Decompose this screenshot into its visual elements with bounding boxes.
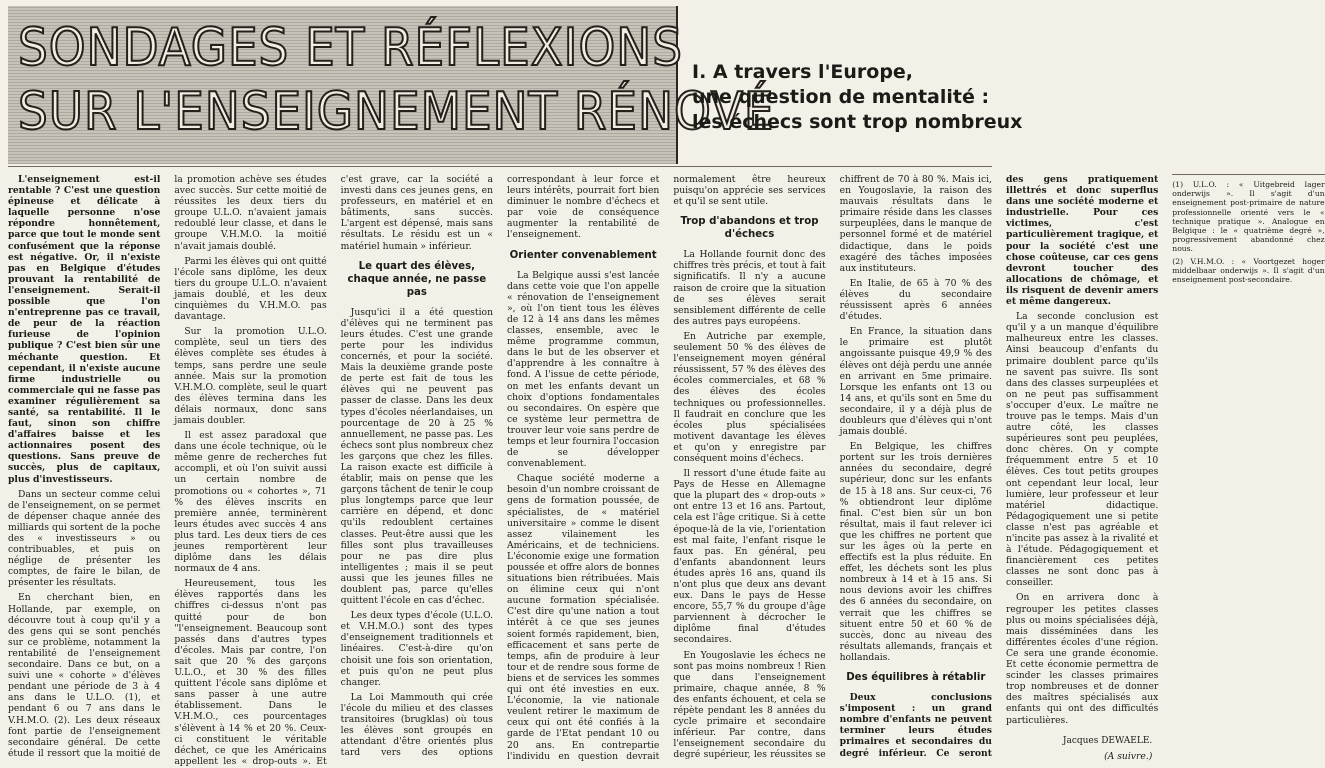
paragraph: En Autriche par exemple, seulement 50 % des élèves de l'enseignement moyen général réussissent, 57 % des élèves des écoles commerciales, et 68 % des élèves des écoles techniques ou professionnelles. Il faudrait en conclure que les écoles plus spécialisées motivent davantage les élèves et qu'on y enregistre par conséquent moins d'échecs. (673, 330, 826, 464)
paragraph: Dans un secteur comme celui de l'enseignement, on se permet de dépenser chaque année des milliards qui sortent de la poche des « investisseurs » ou contribuables, et puis on néglige de présenter les comptes, de faire le bilan, de présenter les résultats. (8, 488, 161, 589)
paragraph: En France, la situation dans le primaire est plutôt angoissante puisque 49,9 % des élèves ont déjà perdu une année en arrivant en 5me primaire. Lorsque les enfants ont 13 ou 14 ans, et qu'ils sont en 5me du secondaire, il y a déjà plus de doubleurs que d'élèves qui n'ont jamais doublé. (839, 326, 992, 438)
subheadline-line-3: les échecs sont trop nombreux (692, 111, 1023, 133)
paragraph: La Belgique aussi s'est lancée dans cette voie que l'on appelle « rénovation de l'enseignement », où l'on tient tous les élèves de 12 à 14 ans dans les mêmes classes, ensemble, avec le même programme commun, dans le but de les observer et d'apprendre à les connaître à fond. A l'issue de cette période, on met les enfants devant un choix d'options fondamentales ou secondaires. On espère que ce système leur permettra de trouver leur voie sans perdre de temps et leur fournira l'occasion de se développer convenablement. (506, 269, 660, 470)
section-heading: Des équilibres à rétablir (846, 672, 986, 684)
paragraph: La seconde conclusion est qu'il y a un manque d'équilibre malheureux entre les classes. Ainsi beaucoup d'enfants du primaire doublent parce qu'ils ne savent pas suivre. Ils sont dans des classes surpeuplées et on ne peut pas suffisamment s'occuper d'eux. Le maître ne trouve pas le temps. Mais d'un autre côté, les classes supérieures sont peu peuplées, donc chères. On y compte fréquemment entre 5 et 10 élèves. Ces tout petits groupes ont cependant leur local, leur lumière, leur professeur et leur matériel didactique. Pédagogiquement une si petite classe n'est pas agréable et n'incite pas assez à la rivalité et à l'étude. Pédagogiquement et financièrement ces petites classes ne sont donc pas à conseiller. (1005, 311, 1159, 589)
intro-paragraph: L'enseignement est-il rentable ? C'est une question épineuse et délicate à laquelle personne n'ose répondre honnêtement, parce que tout le monde sent confusément que la réponse est négative. Or, il n'existe pas en Belgique d'études prouvant la rentabilité de l'enseignement. Serait-il possible que l'on n'entreprenne pas ce travail, de peur de la réaction furieuse de l'opinion publique ? C'est bien sûr une méchante question. Et cependant, il n'existe aucune firme industrielle ou commerciale qui ne fasse pas examiner régulièrement sa santé, sa rentabilité. Il le faut, sinon son chiffre d'affaires baisse et les actionnaires posent des questions. Sans preuve de succès, plus de capitaux, plus d'investisseurs. (8, 174, 161, 485)
paragraph: Chaque société moderne a besoin d'un nombre croissant de gens de formation poussée, de spécialistes, de « matériel universitaire » comme le disent assez vilainement les Américains, et de techniciens. L'économie exige une formation poussée et offre alors de bonnes situations bien rétribuées. Mais on élimine ceux qui n'ont aucune formation spécialisée. C'est dire qu'une nation a tout intérêt à ce que ses jeunes soient formés rapidement, bien, efficacement et sans perte de temps, afin de produire à leur tour et de rendre sous forme de biens et de services les sommes qui ont été investies en eux. L'économie, la vie nationale veulent retirer le maximum de ceux qui ont été confiés à la garde de l'Etat pendant 10 ou 20 ans. En contrepartie l'individu en question devrait normalement être heureux puisqu'on apprécie ses services et qu'il se sent utile. (506, 174, 826, 762)
paragraph: En Yougoslavie les échecs ne sont pas moins nombreux ! Rien que dans l'enseignement primaire, chaque année, 8 % des enfants échouent, et cela se répète pendant les 8 années du cycle primaire et secondaire inférieur. Par contre, dans l'enseignement secondaire du degré supérieur, les réussites se chiffrent de 70 à 80 %. Mais ici, en Yougoslavie, la raison des mauvais résultats dans le primaire réside dans les classes surpeuplées, dans le manque de personnel formé et de matériel didactique, dans le poids exagéré des tâches imposées aux instituteurs. (673, 174, 992, 761)
headline-line-2: SUR L'ENSEIGNEMENT RÉNOVÉ (18, 82, 775, 142)
footnote: (2) V.H.M.O. : « Voortgezet hoger middelbaar onderwijs ». Il s'agit d'un enseignement post-secondaire. (1172, 256, 1325, 285)
paragraph: En Belgique, les chiffres portent sur les trois dernières années du secondaire, degré supérieur, donc sur les enfants de 15 à 18 ans. Sur ceux-ci, 76 % obtiendront leur diplôme final. C'est bien sûr un bon résultat, mais il faut relever ici que les chiffres ne portent que sur les âges où la perte en effectifs est la plus réduite. En effet, les déchets sont les plus nombreux à 14 et à 15 ans. Si nous devions avoir les chiffres des 6 années du secondaire, on verrait que les chiffres se situent entre 50 et 60 % de succès, donc au niveau des résultats allemands, français et hollandais. (839, 441, 992, 663)
to-follow-note: (A suivre.) (1104, 750, 1153, 762)
paragraph: Parmi les élèves qui ont quitté l'école sans diplôme, les deux tiers du groupe U.L.O. n'avaient jamais doublé, et les deux cinquièmes du V.H.M.O. pas davantage. (174, 255, 327, 323)
article-body (8, 174, 1325, 768)
paragraph: Deux conclusions s'imposent : un grand nombre d'enfants ne peuvent terminer leurs études primaires et secondaires du degré inférieur. Ce seront des gens pratiquement illettrés et donc superflus dans une société moderne et industrielle. Pour ces victimes, c'est particulièrement tragique, et pour la société c'est une chose coûteuse, car ces gens devront toucher des allocations de chômage, et ils risquent de devenir amers et même dangereux. (839, 174, 1159, 759)
paragraph: La Hollande fournit donc des chiffres très précis, et tout à fait significatifs. Il n'y a aucune raison de croire que la situation de ses élèves serait sensiblement différente de celle des autres pays européens. (673, 249, 826, 327)
paragraph: La Loi Mammouth qui crée l'école du milieu et des classes transitoires (brugklas) où tous les élèves sont groupés en attendant d'être orientés plus tard vers des options correspondant à leur force et leurs intérêts, pourrait fort bien diminuer le nombre d'échecs et par voie de conséquence augmenter la rentabilité de l'enseignement. (340, 174, 660, 759)
subheadline-line-1: I. A travers l'Europe, (692, 61, 914, 83)
footnote: (1) U.L.O. : « Uitgebreid lager onderwijs ». Il s'agit d'un enseignement post-primaire de nature professionnelle orienté vers le « technique pratique ». Analogue en Belgique : le « quatrième degré », progressivement abandonné chez nous. (1172, 180, 1325, 254)
paragraph: En Italie, de 65 à 70 % des élèves du secondaire réussissent après 6 années d'études. (839, 277, 992, 323)
section-heading: Orienter convenablement (509, 249, 657, 261)
paragraph: Il ressort d'une étude faite au Pays de Hesse en Allemagne que la plupart des « drop-outs » ont entre 13 et 16 ans. Partout, cela est l'âge critique. Si à cette époque-là de la vie, l'orientation est mal faite, l'enfant risque le faux pas. En général, peu d'enfants abandonnent leurs études après 16 ans, quand ils n'ont plus que deux ans devant eux. Dans le pays de Hesse encore, 55,7 % du groupe d'âge parviennent à décrocher le diplôme final d'études secondaires. (673, 468, 826, 646)
footnote-rule (1172, 174, 1324, 175)
paragraph: Heureusement, tous les élèves rapportés dans les chiffres ci-dessus n'ont pas quitté pour de bon "l'enseignement. Beaucoup sont passés dans d'autres types d'écoles. Mais par contre, l'on sait que 20 % des garçons U.L.O., et 30 % des filles quittent l'école sans diplôme et sans passer à une autre établissement. Dans le V.H.M.O., ces pourcentages s'élèvent à 14 % et 20 %. Ceux-ci constituent le véritable déchet, ce que les Américains appellent les « drop-outs ». Et c'est grave, car la société a investi dans ces jeunes gens, en professeurs, en matériel et en bâtiments, sans succès. L'argent est dépensé, mais sans résultats. Le résidu est un « matériel humain » inférieur. (174, 174, 493, 767)
paragraph: En cherchant bien, en Hollande, par exemple, on découvre tout à coup qu'il y a des gens qui se sont penchés sur ce problème, notamment la rentabilité de l'enseignement secondaire. Dans ce but, on a suivi une « cohorte » d'élèves pendant une période de 3 à 4 ans dans le U.L.O. (1), et pendant 6 ou 7 ans dans le V.H.M.O. (2). Les deux réseaux font partie de l'enseignement secondaire général. De cette étude il ressort que la moitié de la promotion achève ses études avec succès. Sur cette moitié de réussites les deux tiers du groupe U.L.O. n'avaient jamais redoublé leur classe, et dans le groupe V.H.M.O. la moitié n'avait jamais doublé. (8, 174, 327, 759)
section-heading: Le quart des élèves, chaque année, ne passe pas (347, 260, 487, 298)
paragraph: Les deux types d'école (U.L.O. et V.H.M.O.) sont des types d'enseignement traditionnels et linéaires. C'est-à-dire qu'on choisit une fois son orientation, et puis qu'on ne peut plus changer. (340, 610, 493, 688)
subheadline (692, 60, 1023, 135)
paragraph: Sur la promotion U.L.O. complète, seul un tiers des élèves complète ses études à temps, sans perdre une seule année. Mais sur la promotion V.H.M.O. complète, seul le quart des élèves termina dans les délais normaux, donc sans jamais doubler. (174, 326, 327, 426)
author-signature: Jacques DEWAELE. (1062, 735, 1153, 746)
section-heading: Trop d'abandons et trop d'échecs (680, 216, 819, 241)
headline-line-1: SONDAGES ET RÉFLEXIONS (18, 18, 683, 78)
header-rule (8, 166, 992, 167)
paragraph: Il est assez paradoxal que dans une école technique, où le même genre de recherches fut accompli, et où l'on suivit aussi un certain nombre de promotions ou « cohortes », 71 % des élèves inscrits en première année, terminèrent leurs études avec succès 4 ans plus tard. Les deux tiers de ces jeunes remportèrent leur diplôme dans les délais normaux de 4 ans. (174, 430, 327, 575)
subheadline-line-2: une question de mentalité : (692, 86, 990, 108)
paragraph: Jusqu'ici il a été question d'élèves qui ne terminent pas leurs études. C'est une grande perte pour les individus concernés, et pour la société. Mais la deuxième grande poste de perte est fait de tous les élèves qui ne peuvent pas passer de classe. Dans les deux types d'écoles néerlandaises, un pourcentage de 20 à 25 % annuellement, ne passe pas. Les échecs sont plus nombreux chez les garçons que chez les filles. La raison exacte est difficile à établir, mais on pense que les garçons tâchent de tenir le coup plus longtemps parce que leur carrière en dépend, et donc qu'ils redoublent certaines classes. Peut-être aussi que les filles sont plus travailleuses pour ne pas dire plus intelligentes ; mais il se peut aussi que les jeunes filles ne doublent pas, parce qu'elles quittent l'école en cas d'échec. (340, 306, 493, 607)
paragraph: On en arrivera donc à regrouper les petites classes plus ou moins spécialisées déjà, mais disséminées dans les différentes écoles d'une région. Ce sera une grande économie. Et cette économie permettra de scinder les classes primaires trop nombreuses et de donner des maîtres spécialisés aux enfants qui ont des difficultés particulières. (1005, 592, 1159, 726)
headline-banner (8, 6, 775, 164)
